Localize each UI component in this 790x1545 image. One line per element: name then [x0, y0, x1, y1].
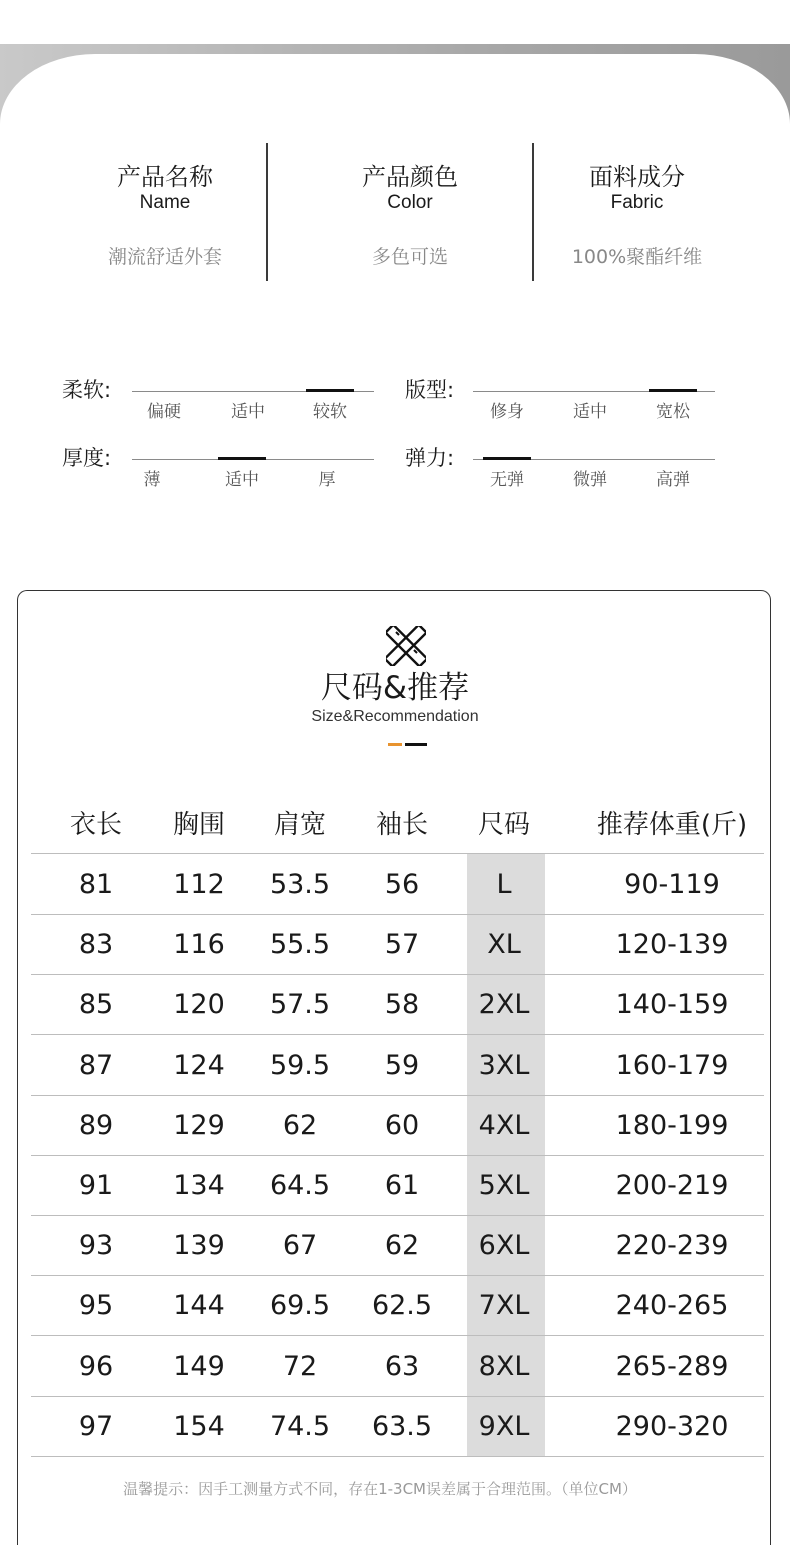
table-cell: 74.5 [269, 1410, 331, 1442]
table-cell: 140-159 [615, 989, 729, 1021]
scale-option: 修身 [490, 402, 524, 422]
table-cell: 62 [282, 1109, 318, 1141]
info-label-cn: 面料成分 [589, 163, 685, 191]
table-cell: 72 [282, 1350, 318, 1382]
divider [532, 143, 534, 281]
table-cell: 8XL [478, 1350, 530, 1382]
column-header: 衣长 [69, 810, 122, 840]
scale-option: 薄 [143, 470, 161, 490]
column-header: 尺码 [477, 810, 530, 840]
scale-option: 微弹 [573, 470, 607, 490]
accent-bar-orange [388, 743, 402, 746]
info-name [65, 143, 265, 283]
table-cell: 220-239 [615, 1230, 729, 1262]
table-cell: 134 [173, 1170, 225, 1201]
table-cell: 149 [173, 1350, 225, 1382]
table-cell: 67 [282, 1230, 318, 1262]
attribute-scale [405, 445, 725, 495]
ruler-pencil-icon [386, 626, 426, 666]
scale-selected-marker [483, 457, 531, 460]
attribute-scale [405, 377, 725, 427]
table-row [31, 1276, 764, 1336]
column-header: 推荐体重(斤) [596, 810, 748, 840]
table-row [31, 975, 764, 1035]
table-row [31, 855, 764, 915]
table-cell: 290-320 [615, 1410, 729, 1442]
table-cell: 62.5 [371, 1290, 433, 1322]
table-cell: 96 [78, 1350, 114, 1382]
info-label-cn: 产品颜色 [362, 163, 458, 191]
table-row [31, 1337, 764, 1397]
table-cell: 62 [384, 1230, 420, 1262]
table-cell: 200-219 [615, 1170, 729, 1201]
attribute-scale [62, 377, 382, 427]
table-cell: 116 [173, 929, 225, 961]
table-cell: 63 [384, 1350, 420, 1382]
column-header: 袖长 [375, 810, 428, 840]
scale-selected-marker [649, 389, 697, 392]
scale-selected-marker [306, 389, 354, 392]
scale-option: 较软 [313, 402, 347, 422]
table-cell: 57 [384, 929, 420, 961]
table-row [31, 915, 764, 975]
info-fabric [537, 143, 737, 283]
info-value: 100%聚酯纤维 [571, 246, 703, 268]
scale-option: 无弹 [490, 470, 524, 490]
scale-option: 适中 [225, 470, 259, 490]
info-value: 多色可选 [371, 246, 448, 268]
table-cell: 240-265 [615, 1290, 729, 1322]
scale-option: 厚 [318, 470, 336, 490]
table-cell: 58 [384, 989, 420, 1021]
table-cell: 120-139 [615, 929, 729, 961]
divider [266, 143, 268, 281]
table-cell: 144 [173, 1290, 225, 1322]
table-cell: 57.5 [269, 989, 331, 1021]
table-cell: 5XL [478, 1170, 530, 1201]
table-cell: 154 [173, 1410, 225, 1442]
scale-option: 适中 [231, 402, 265, 422]
column-header: 肩宽 [273, 810, 326, 840]
attribute-label: 厚度: [62, 446, 112, 470]
scale-option: 偏硬 [147, 402, 181, 422]
info-label-en: Name [139, 192, 191, 213]
table-cell: 61 [384, 1170, 420, 1201]
scale-option: 适中 [573, 402, 607, 422]
attribute-label: 版型: [405, 378, 455, 402]
table-cell: 89 [78, 1109, 114, 1141]
measurement-note: 温馨提示：因手工测量方式不同，存在1-3CM误差属于合理范围。（单位CM） [123, 1480, 637, 1498]
table-cell: 59 [384, 1049, 420, 1081]
table-cell: 85 [78, 989, 114, 1021]
table-row [31, 1156, 764, 1216]
table-cell: 9XL [478, 1410, 530, 1442]
attribute-scale [62, 445, 382, 495]
info-label-en: Fabric [610, 192, 664, 213]
table-cell: 160-179 [615, 1049, 729, 1081]
table-header [31, 796, 764, 854]
table-cell: 180-199 [615, 1109, 729, 1141]
table-row [31, 1036, 764, 1096]
table-cell: XL [487, 929, 521, 961]
table-cell: 60 [384, 1109, 420, 1141]
table-cell: 69.5 [269, 1290, 331, 1322]
table-cell: 95 [78, 1290, 114, 1322]
table-cell: 93 [78, 1230, 114, 1262]
size-subtitle: Size&Recommendation [311, 708, 479, 725]
table-cell: 120 [173, 989, 225, 1021]
attribute-label: 弹力: [405, 446, 455, 470]
table-row [31, 1216, 764, 1276]
table-cell: 53.5 [269, 869, 331, 900]
table-cell: 139 [173, 1230, 225, 1262]
accent-bar-black [405, 743, 427, 746]
column-header: 胸围 [172, 810, 225, 840]
table-cell: 56 [384, 869, 420, 900]
table-cell: 91 [78, 1170, 114, 1201]
table-row [31, 1397, 764, 1457]
table-cell: 7XL [478, 1290, 530, 1322]
table-cell: 90-119 [624, 869, 720, 900]
table-cell: 4XL [478, 1109, 530, 1141]
table-cell: 64.5 [269, 1170, 331, 1201]
table-cell: 55.5 [269, 929, 331, 961]
scale-option: 高弹 [656, 470, 690, 490]
table-cell: 3XL [478, 1049, 530, 1081]
table-cell: 87 [78, 1049, 114, 1081]
product-info [0, 143, 790, 283]
table-cell: 6XL [478, 1230, 530, 1262]
table-cell: 83 [78, 929, 114, 961]
info-label-cn: 产品名称 [117, 163, 213, 191]
scale-selected-marker [218, 457, 266, 460]
table-row [31, 1096, 764, 1156]
size-title: 尺码&推荐 [320, 670, 470, 706]
table-cell: 63.5 [371, 1410, 433, 1442]
table-cell: 265-289 [615, 1350, 729, 1382]
scale-option: 宽松 [656, 402, 690, 422]
table-cell: 59.5 [269, 1049, 331, 1081]
table-cell: 112 [173, 869, 225, 900]
info-value: 潮流舒适外套 [107, 246, 222, 268]
table-cell: L [496, 869, 512, 900]
table-cell: 2XL [478, 989, 530, 1021]
table-cell: 129 [173, 1109, 225, 1141]
table-cell: 97 [78, 1410, 114, 1442]
info-label-en: Color [387, 192, 433, 213]
table-cell: 124 [173, 1049, 225, 1081]
info-color [310, 143, 510, 283]
table-cell: 81 [78, 869, 114, 900]
attribute-label: 柔软: [62, 378, 112, 402]
